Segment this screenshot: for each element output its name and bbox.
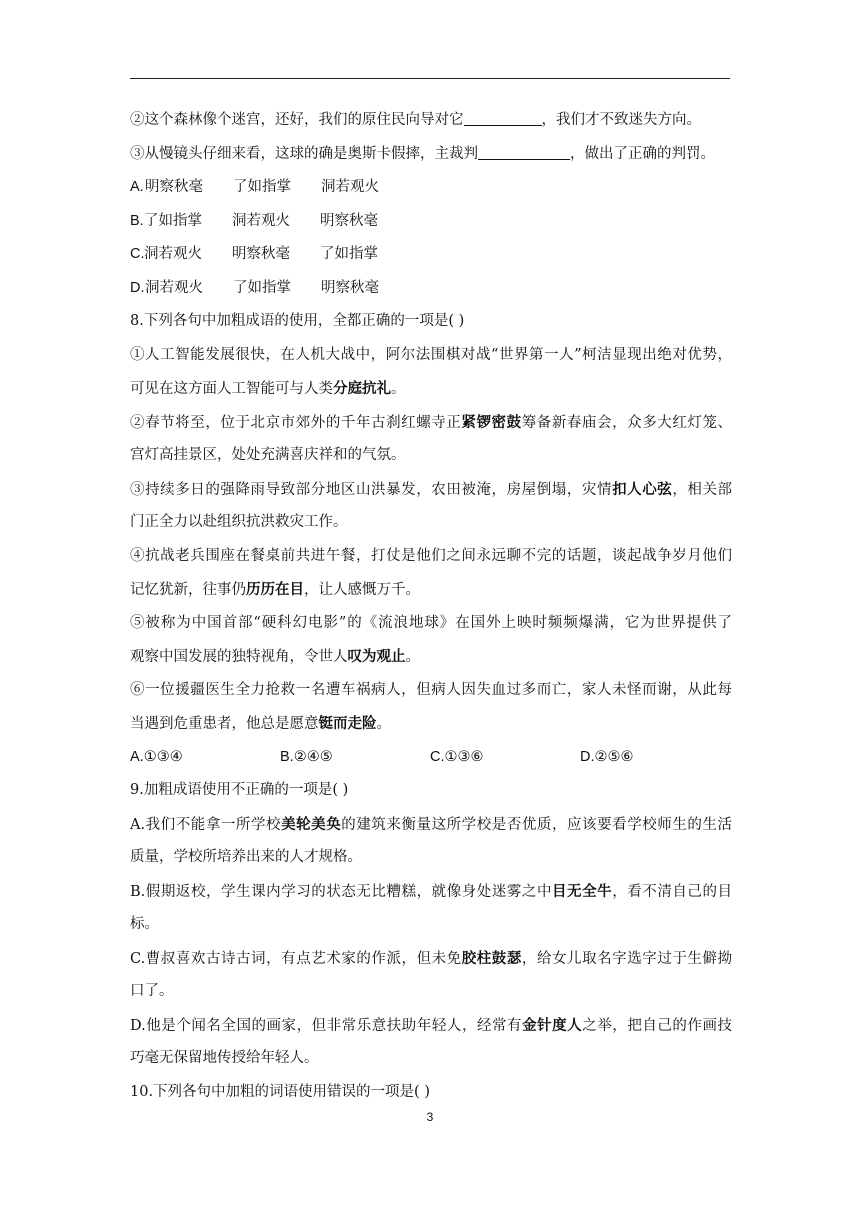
- option-term: 明察秋毫: [232, 246, 290, 262]
- sentence-text: ，让人感慨万千。: [304, 582, 420, 598]
- q9-b-line1: [130, 875, 732, 909]
- option-d: D.②⑤⑥: [580, 748, 634, 765]
- q9-b-line2: 标。: [130, 916, 159, 932]
- sentence-text: ，看不清自己的目: [612, 883, 732, 900]
- option-term: 洞若观火: [144, 246, 202, 262]
- q8-s1-line1: ①人工智能发展很快，在人机大战中，阿尔法围棋对战“世界第一人”柯洁显现出绝对优势，: [130, 346, 732, 363]
- bold-idiom: 胶柱鼓瑟: [461, 949, 522, 967]
- q7-s2-text: ②这个森林像个迷宫，还好，我们的原住民向导对它: [130, 112, 464, 128]
- q9-c-line2: 口了。: [130, 983, 174, 999]
- sentence-text: ，相关部: [672, 481, 732, 498]
- option-term: 明察秋毫: [145, 179, 203, 195]
- sentence-text: 之举，把自己的作画技: [582, 1017, 732, 1034]
- option-term: 了如指掌: [144, 212, 202, 229]
- q8-s3-line1: [130, 473, 732, 507]
- header-rule: [130, 78, 730, 79]
- bold-idiom: 金针度人: [522, 1016, 583, 1034]
- q8-s5-line1: ⑤被称为中国首部“硬科幻电影”的《流浪地球》在国外上映时频频爆满，它为世界提供了: [130, 614, 732, 631]
- q10-stem: 10.下列各句中加粗的词语使用错误的一项是( ): [130, 1083, 430, 1100]
- q8-s4-line2: [130, 573, 732, 607]
- option-term: 明察秋毫: [320, 212, 378, 229]
- sentence-text: 观察中国发展的独特视角，令世人: [130, 649, 348, 665]
- page-number: 3: [426, 1110, 434, 1124]
- q8-s6-line1: ⑥一位援疆医生全力抢救一名遭车祸病人，但病人因失血过多而亡，家人未怪而谢，从此每: [130, 681, 732, 698]
- q7-option-c: [130, 238, 732, 272]
- answer-blank[interactable]: [478, 143, 570, 160]
- q9-stem: 9.加粗成语使用不正确的一项是( ): [130, 782, 349, 798]
- sentence-text: 可见在这方面人工智能可与人类: [130, 381, 333, 397]
- q8-s2-line1: [130, 406, 732, 440]
- option-term: 洞若观火: [232, 212, 290, 229]
- bold-idiom: 历历在目: [246, 581, 304, 598]
- q9-a-line2: 质量，学校所培养出来的人才规格。: [130, 849, 362, 865]
- sentence-text: B.假期返校，学生课内学习的状态无比糟糕，就像身处迷雾之中: [130, 883, 553, 900]
- bold-idiom: 铤而走险: [318, 715, 377, 732]
- bold-idiom: 目无全牛: [552, 882, 613, 900]
- q7-option-d: [130, 272, 732, 306]
- sentence-text: A.我们不能拿一所学校: [130, 816, 282, 833]
- option-term: 了如指掌: [233, 179, 291, 195]
- bold-idiom: 扣人心弦: [612, 480, 673, 498]
- option-b: B.②④⑤: [280, 748, 333, 765]
- q8-s3-line2: 门正全力以赴组织抗洪救灾工作。: [130, 514, 348, 530]
- bold-idiom: 美轮美奂: [281, 815, 342, 833]
- q8-s5-line2: [130, 640, 732, 674]
- sentence-text: 的建筑来衡量这所学校是否优质，应该要看学校师生的生活: [341, 816, 732, 833]
- option-label: A.: [130, 179, 144, 195]
- q7-sentence-3: [130, 138, 732, 172]
- option-term: 了如指掌: [320, 246, 378, 262]
- q7-option-b: [130, 205, 732, 239]
- sentence-text: 。: [405, 649, 420, 665]
- sentence-text: C.曹叔喜欢古诗古词，有点艺术家的作派，但未免: [130, 950, 462, 967]
- sentence-text: ③持续多日的强降雨导致部分地区山洪暴发，农田被淹，房屋倒塌，灾情: [130, 481, 613, 498]
- q9-a-line1: [130, 808, 732, 842]
- document-body: [130, 104, 732, 1109]
- sentence-text: 。: [391, 381, 406, 397]
- option-term: 洞若观火: [321, 179, 379, 195]
- option-a: A.①③④: [130, 748, 183, 765]
- q8-s1-line2: [130, 372, 732, 406]
- sentence-text: 。: [376, 716, 391, 732]
- q7-option-a: [130, 171, 732, 205]
- option-term: 了如指掌: [233, 279, 291, 296]
- sentence-text: 筹备新春庙会，众多大红灯笼、: [521, 414, 732, 431]
- bold-idiom: 分庭抗礼: [333, 380, 391, 397]
- option-label: C.: [130, 246, 145, 262]
- sentence-text: 记忆犹新，往事仍: [130, 582, 246, 598]
- option-term: 明察秋毫: [321, 279, 379, 296]
- q9-d-line2: 巧毫无保留地传授给年轻人。: [130, 1050, 319, 1066]
- q7-s2-text-end: ，我们才不致迷失方向。: [541, 112, 701, 128]
- option-label: B.: [130, 212, 144, 229]
- q8-s6-line2: [130, 707, 732, 741]
- q8-stem: 8.下列各句中加粗成语的使用，全都正确的一项是( ): [130, 313, 465, 329]
- option-label: D.: [130, 279, 145, 296]
- bold-idiom: 叹为观止: [347, 648, 406, 665]
- sentence-text: 当遇到危重患者，他总是愿意: [130, 716, 319, 732]
- q8-s2-line2: 宫灯高挂景区，处处充满喜庆祥和的气氛。: [130, 447, 406, 463]
- sentence-text: D.他是个闻名全国的画家，但非常乐意扶助年轻人，经常有: [130, 1017, 523, 1034]
- option-c: C.①③⑥: [430, 748, 484, 765]
- q8-s4-line1: ④抗战老兵围座在餐桌前共进午餐，打仗是他们之间永远聊不完的话题，谈起战争岁月他们: [130, 547, 732, 564]
- sentence-text: ②春节将至，位于北京市郊外的千年古刹红螺寺正: [130, 414, 462, 431]
- answer-blank[interactable]: [464, 109, 542, 126]
- option-term: 洞若观火: [145, 279, 203, 296]
- q8-options: [130, 741, 732, 775]
- bold-idiom: 紧锣密鼓: [461, 413, 522, 431]
- q7-sentence-2: [130, 104, 732, 138]
- q9-c-line1: [130, 942, 732, 976]
- q9-d-line1: [130, 1009, 732, 1043]
- sentence-text: ，给女儿取名字选字过于生僻拗: [521, 950, 732, 967]
- q7-s3-text: ③从慢镜头仔细来看，这球的确是奥斯卡假摔，主裁判: [130, 145, 478, 162]
- q7-s3-text-end: ，做出了正确的判罚。: [570, 145, 715, 162]
